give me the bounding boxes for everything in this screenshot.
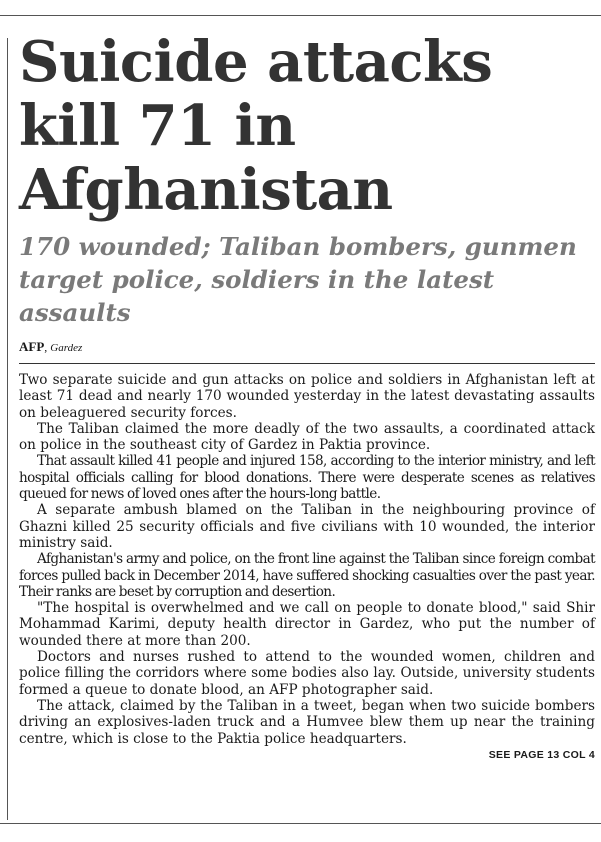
left-column-rule	[7, 38, 8, 820]
article-paragraph: A separate ambush blamed on the Taliban in the neighbouring province of Ghazni killed 25 security officials and five civilians with 10 wounded, the interior ministry said.	[19, 502, 595, 551]
news-article	[19, 30, 595, 761]
byline-agency: AFP	[19, 339, 45, 354]
article-paragraph: Afghanistan's army and police, on the front line against the Taliban since foreign combat forces pulled back in December 2014, have suffered shocking casualties over the past year. Their ranks are beset by corruption and desertion.	[19, 551, 595, 600]
top-rule	[0, 15, 601, 16]
continuation-note: SEE PAGE 13 COL 4	[488, 748, 595, 761]
article-paragraph: The attack, claimed by the Taliban in a tweet, began when two suicide bombers driving an explosives-laden truck and a Humvee blew them up near the training centre, which is close to the Paktia police headquarters.	[19, 697, 595, 747]
article-paragraph: "The hospital is overwhelmed and we call on people to donate blood," said Shir Mohammad Karimi, deputy health director in Gardez, who put the number of wounded there at more than 200.	[19, 600, 595, 649]
byline-place: Gardez	[50, 342, 83, 354]
headline: Suicide attacks kill 71 in Afghanistan	[19, 29, 493, 223]
byline	[19, 339, 595, 364]
article-paragraph: Two separate suicide and gun attacks on police and soldiers in Afghanistan left at least 71 dead and nearly 170 wounded yesterday in the latest devastating assaults on beleaguered security forces.	[19, 372, 595, 421]
article-paragraph: That assault killed 41 people and injured 158, according to the interior ministry, and left hospital officials calling for blood donations. There were desperate scenes as relatives queued for news of loved ones after the hours-long battle.	[19, 453, 595, 503]
article-paragraph: The Taliban claimed the more deadly of the two assaults, a coordinated attack on police in the southeast city of Gardez in Paktia province.	[19, 420, 595, 454]
byline-separator: ,	[44, 340, 48, 354]
article-paragraph: Doctors and nurses rushed to attend to the wounded women, children and police filling the corridors where some bodies also lay. Outside, university students formed a queue to donate blood, an AFP photographer said.	[19, 649, 595, 698]
subheadline: 170 wounded; Taliban bombers, gunmen target police, soldiers in the latest assaults	[19, 232, 577, 327]
bottom-rule	[0, 823, 601, 824]
article-body	[19, 372, 595, 747]
